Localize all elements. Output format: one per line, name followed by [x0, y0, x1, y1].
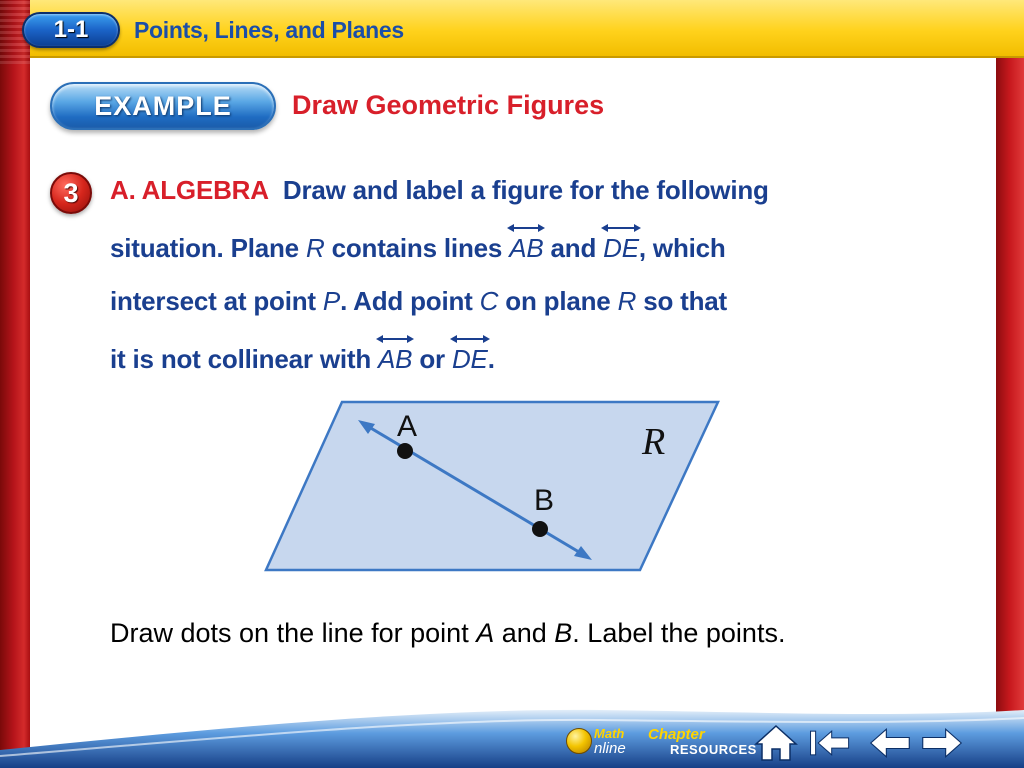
problem-text: Draw and label a figure for the following [282, 175, 769, 205]
example-title: Draw Geometric Figures [292, 90, 605, 120]
previous-slide-icon[interactable] [868, 722, 912, 764]
problem-text: situation. Plane [110, 233, 306, 263]
problem-line-2 [110, 233, 726, 264]
line-ab-symbol: AB [378, 344, 412, 375]
chapter-resources-chapter-label[interactable]: Chapter [648, 726, 705, 743]
point-name: P [322, 286, 341, 316]
plane-figure [262, 398, 724, 578]
lesson-title: Points, Lines, and Planes [134, 16, 404, 43]
math-online-globe-icon[interactable] [566, 728, 592, 754]
problem-text: on plane [498, 286, 618, 316]
math-online-label[interactable]: nline [594, 740, 626, 757]
line-de-symbol: DE [603, 233, 639, 264]
point-name: B [554, 618, 573, 648]
problem-text: intersect at point [110, 286, 323, 316]
line-de-symbol: DE [452, 344, 488, 375]
plane-name: R [305, 233, 325, 263]
caption [110, 618, 785, 649]
right-border [996, 58, 1024, 768]
problem-text: . Add point [340, 286, 480, 316]
lesson-number-badge: 1-1 [22, 12, 120, 48]
problem-line-1 [110, 175, 769, 206]
point-name: C [479, 286, 499, 316]
problem-text: or [412, 344, 452, 374]
home-icon[interactable] [754, 722, 798, 764]
next-slide-icon[interactable] [920, 722, 964, 764]
chapter-resources-label[interactable]: RESOURCES [670, 742, 757, 757]
example-badge: EXAMPLE [50, 82, 276, 130]
problem-text: so that [636, 286, 728, 316]
plane-label: R [642, 421, 666, 463]
problem-text: contains lines [324, 233, 510, 263]
math-online-math-label[interactable]: Math [594, 726, 625, 741]
problem-text: and [543, 233, 604, 263]
point-b-label: B [534, 484, 555, 517]
caption-text: . Label the points. [572, 618, 786, 648]
caption-text: and [494, 618, 555, 648]
caption-text: Draw dots on the line for point [110, 618, 477, 648]
problem-text: , which [638, 233, 726, 263]
first-slide-icon[interactable] [808, 722, 852, 764]
point-a-label: A [397, 410, 418, 443]
problem-line-3 [110, 286, 727, 317]
problem-part-label: A. ALGEBRA [110, 175, 269, 205]
problem-text: . [487, 344, 495, 374]
problem-line-4 [110, 344, 495, 375]
line-ab-symbol: AB [509, 233, 543, 264]
point-name: A [476, 618, 495, 648]
example-number-badge: 3 [50, 172, 92, 214]
point-a-dot [397, 443, 413, 459]
plane-name: R [617, 286, 637, 316]
point-b-dot [532, 521, 548, 537]
problem-text: it is not collinear with [110, 344, 379, 374]
left-border [0, 0, 30, 768]
